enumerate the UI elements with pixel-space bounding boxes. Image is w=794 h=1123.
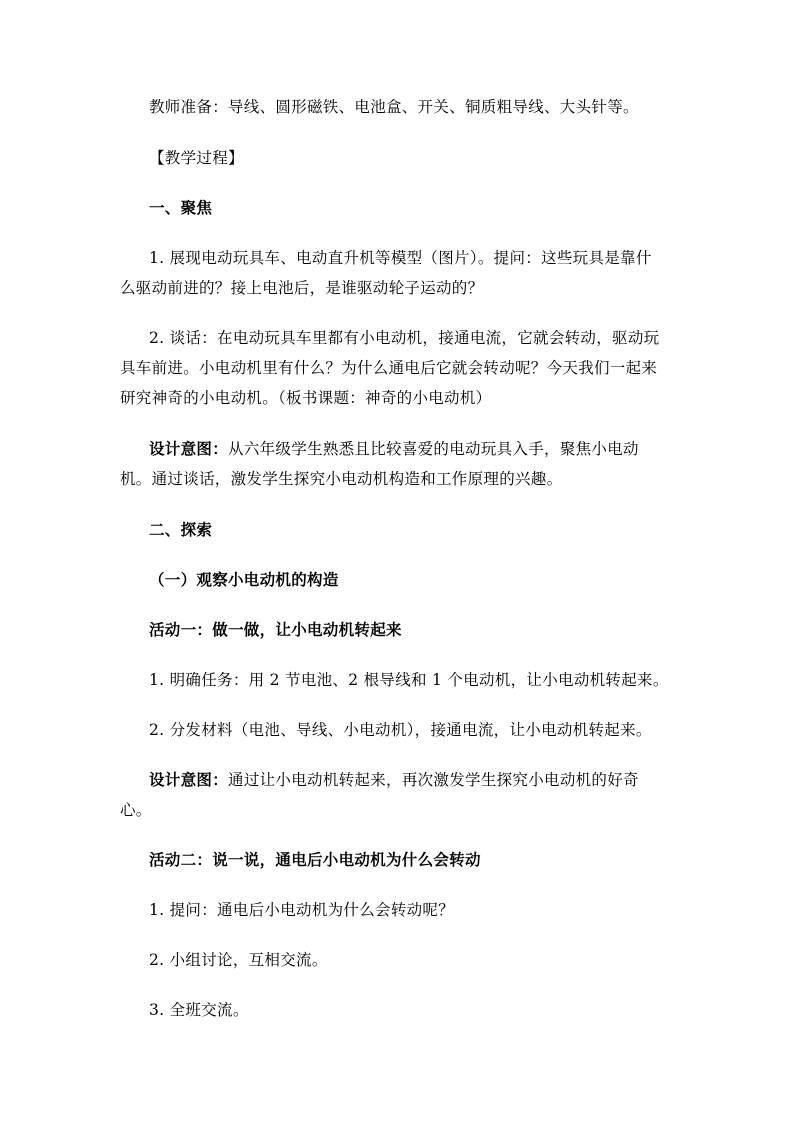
focus-item1-line2: 么驱动前进的？接上电池后，是谁驱动轮子运动的？ <box>120 279 484 297</box>
subsection-1-title: （一）观察小电动机的构造 <box>149 570 339 589</box>
design-intent-2-line1 <box>149 770 639 790</box>
activity-1-title: 活动一：做一做，让小电动机转起来 <box>149 620 402 639</box>
activity-1-item1: 1. 明确任务：用 2 节电池、2 根导线和 1 个电动机，让小电动机转起来。 <box>149 671 669 689</box>
activity-2-item1: 1. 提问：通电后小电动机为什么会转动呢？ <box>149 901 455 919</box>
design-intent-label: 设计意图： <box>149 439 229 458</box>
design-intent-1-line2: 机。通过谈话，激发学生探究小电动机构造和工作原理的兴趣。 <box>120 470 563 488</box>
design-intent-2-line2: 心。 <box>120 801 152 819</box>
focus-item1-line1: 1. 展现电动玩具车、电动直升机等模型（图片）。提问：这些玩具是靠什 <box>149 249 652 267</box>
process-heading: 【教学过程】 <box>149 149 244 167</box>
focus-item2-line3: 研究神奇的小电动机。（板书课题：神奇的小电动机） <box>120 389 492 407</box>
focus-item2-line1: 2. 谈话：在电动玩具车里都有小电动机，接通电流，它就会转动，驱动玩 <box>149 329 660 347</box>
design-intent-1-line1 <box>149 439 639 459</box>
design-intent-text: 通过让小电动机转起来，再次激发学生探究小电动机的好奇 <box>228 771 639 789</box>
focus-item2-line2: 具车前进。小电动机里有什么？为什么通电后它就会转动呢？今天我们一起来 <box>120 359 658 377</box>
activity-1-item2: 2. 分发材料（电池、导线、小电动机），接通电流，让小电动机转起来。 <box>149 721 652 739</box>
activity-2-title: 活动二：说一说，通电后小电动机为什么会转动 <box>149 850 481 869</box>
design-intent-text: 从六年级学生熟悉且比较喜爱的电动玩具入手，聚焦小电动 <box>228 440 639 458</box>
design-intent-label: 设计意图： <box>149 770 229 789</box>
teacher-prep-line: 教师准备：导线、圆形磁铁、电池盒、开关、铜质粗导线、大头针等。 <box>149 98 639 116</box>
activity-2-item2: 2. 小组讨论，互相交流。 <box>149 951 328 969</box>
section-one-title: 一、聚焦 <box>149 198 213 217</box>
section-two-title: 二、探索 <box>149 520 213 539</box>
activity-2-item3: 3. 全班交流。 <box>149 1001 249 1019</box>
